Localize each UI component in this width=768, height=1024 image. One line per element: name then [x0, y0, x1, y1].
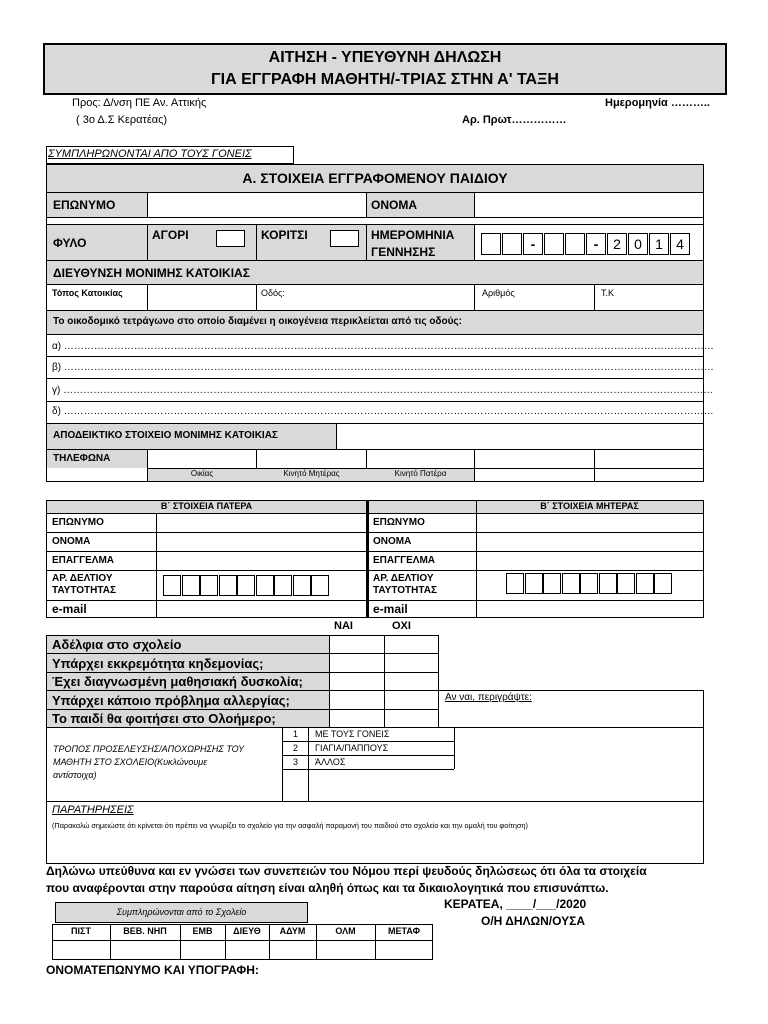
- residence-proof-label: ΑΠΟΔΕΙΚΤΙΚΟ ΣΤΟΙΧΕΙΟ ΜΟΝΙΜΗΣ ΚΑΤΟΙΚΙΑΣ: [53, 430, 278, 441]
- father-mobile-label: Κινητό Πατέρα: [394, 469, 447, 478]
- residence-place-field[interactable]: [148, 285, 255, 310]
- birthdate-digit-box[interactable]: 0: [628, 233, 648, 255]
- custody-no[interactable]: [385, 654, 438, 672]
- father-id-digit-box[interactable]: [311, 575, 329, 596]
- birthdate-label-line-2: ΓΕΝΝΗΣΗΣ: [371, 245, 436, 259]
- school-col-veb-nip: ΒΕΒ. ΝΗΠ: [123, 926, 167, 936]
- phones-label: ΤΗΛΕΦΩΝΑ: [53, 453, 111, 464]
- school-col-emv: ΕΜΒ: [192, 926, 213, 936]
- transport-option-1[interactable]: ΜΕ ΤΟΥΣ ΓΟΝΕΙΣ: [315, 729, 390, 739]
- transport-option-3[interactable]: ΆΛΛΟΣ: [315, 757, 346, 767]
- birthdate-digit-box[interactable]: [502, 233, 522, 255]
- date-label: Ημερομηνία ………..: [605, 97, 710, 109]
- number-label: Αριθμός: [482, 288, 515, 298]
- birthdate-digit-box[interactable]: 2: [607, 233, 627, 255]
- birthdate-digit-box[interactable]: 4: [670, 233, 690, 255]
- birthdate-digit-box[interactable]: [481, 233, 501, 255]
- school-col-dieuth: ΔΙΕΥΘ: [233, 926, 261, 936]
- mother-profession-field[interactable]: [477, 552, 703, 570]
- child-surname-label: ΕΠΩΝΥΜΟ: [53, 198, 116, 212]
- father-surname-field[interactable]: [157, 514, 365, 532]
- allergy-description-label: Αν ναι, περιγράψτε:: [445, 692, 532, 703]
- boy-label: ΑΓΟΡΙ: [152, 228, 189, 242]
- birthdate-digit-box[interactable]: 1: [649, 233, 669, 255]
- father-id-digit-box[interactable]: [237, 575, 255, 596]
- remarks-note: (Παρακαλώ σημειώστε ότι κρίνεται ότι πρέπει να γνωρίζει το σχολείο για την ασφαλή παραμονή του παιδιού στο σχολείο και την ομαλή του φοίτηση): [52, 821, 528, 830]
- father-id-digit-box[interactable]: [200, 575, 218, 596]
- father-id-digit-box[interactable]: [293, 575, 311, 596]
- remarks-title: ΠΑΡΑΤΗΡΗΣΕΙΣ: [52, 804, 134, 816]
- child-surname-field[interactable]: [148, 193, 365, 217]
- mother-id-digit-box[interactable]: [636, 573, 654, 594]
- allergy-yes[interactable]: [330, 691, 383, 709]
- mother-mobile-label: Κινητό Μητέρας: [283, 469, 340, 478]
- number-field[interactable]: [475, 298, 593, 310]
- street-label: Οδός:: [261, 288, 285, 298]
- mother-name-field[interactable]: [477, 533, 703, 551]
- birthdate-label-line-1: ΗΜΕΡΟΜΗΝΙΑ: [371, 228, 455, 242]
- street-line-a[interactable]: α) ……………………………………………………………………………………………………………………………………………………………………………: [52, 341, 714, 352]
- girl-label: ΚΟΡΙΤΣΙ: [261, 228, 308, 242]
- residence-proof-field[interactable]: [337, 424, 703, 449]
- block-streets-label: Το οικοδομικό τετράγωνο στο οποίο διαμένει η οικογένεια περικλείεται από τις οδούς:: [53, 316, 462, 327]
- school-col-olm: ΟΛΜ: [335, 926, 356, 936]
- father-id-digit-box[interactable]: [163, 575, 181, 596]
- allergy-no[interactable]: [385, 691, 438, 709]
- birthdate-digit-box[interactable]: -: [523, 233, 543, 255]
- postal-code-field[interactable]: [595, 298, 703, 310]
- custody-yes[interactable]: [330, 654, 383, 672]
- school-col-pist: ΠΙΣΤ: [71, 926, 91, 936]
- school-col-metaf: ΜΕΤΑΦ: [388, 926, 420, 936]
- recipient-line-2: ( 3ο Δ.Σ Κερατέας): [76, 114, 168, 126]
- question-siblings: Αδέλφια στο σχολείο: [52, 637, 182, 652]
- mother-name-label: ΟΝΟΜΑ: [373, 536, 412, 547]
- place-date-line: ΚΕΡΑΤΕΑ, ____/___/2020: [444, 897, 587, 911]
- no-column-label: ΟΧΙ: [392, 620, 411, 632]
- transport-option-2-number: 2: [292, 743, 298, 753]
- child-name-field[interactable]: [475, 193, 703, 217]
- street-line-c[interactable]: γ) ……………………………………………………………………………………………………………………………………………………………………………: [52, 385, 714, 396]
- remarks-box[interactable]: [46, 801, 704, 864]
- mother-id-digit-box[interactable]: [562, 573, 580, 594]
- street-field[interactable]: [257, 298, 473, 310]
- birthdate-digit-box[interactable]: -: [586, 233, 606, 255]
- recipient-line-1: Προς: Δ/νση ΠΕ Αν. Αττικής: [72, 97, 207, 109]
- declaration-line-1: Δηλώνω υπεύθυνα και εν γνώσει των συνεπειών του Νόμου περί ψευδούς δηλώσεως ότι όλα τα στοιχεία: [46, 864, 647, 878]
- father-section-title: Β΄ ΣΤΟΙΧΕΙΑ ΠΑΤΕΡΑ: [160, 501, 253, 511]
- child-name-label: ΟΝΟΜΑ: [371, 198, 417, 212]
- siblings-yes[interactable]: [330, 636, 383, 653]
- father-surname-label: ΕΠΩΝΥΜΟ: [52, 517, 104, 528]
- street-line-b[interactable]: β) ……………………………………………………………………………………………………………………………………………………………………………: [52, 362, 714, 373]
- question-learning-difficulty: Έχει διαγνωσμένη μαθησιακή δυσκολία;: [52, 674, 303, 689]
- protocol-label: Αρ. Πρωτ……………: [462, 114, 567, 126]
- girl-checkbox[interactable]: [330, 230, 359, 247]
- declaration-line-2: που αναφέρονται στην παρούσα αίτηση είναι αληθή όπως και τα δικαιολογητικά που επισυνάπτω.: [46, 881, 609, 895]
- school-col-adym: ΑΔΥΜ: [279, 926, 306, 936]
- father-profession-field[interactable]: [157, 552, 365, 570]
- father-mobile-field[interactable]: [367, 450, 473, 468]
- home-phone-field[interactable]: [148, 450, 255, 468]
- home-phone-label: Οικίας: [190, 469, 214, 478]
- address-title: ΔΙΕΥΘΥΝΣΗ ΜΟΝΙΜΗΣ ΚΑΤΟΙΚΙΑΣ: [53, 266, 250, 280]
- declarant-label: Ο/Η ΔΗΛΩΝ/ΟΥΣΑ: [481, 914, 586, 928]
- mother-id-digit-box[interactable]: [580, 573, 598, 594]
- title-line-2: ΓΙΑ ΕΓΓΡΑΦΗ ΜΑΘΗΤΗ/-ΤΡΙΑΣ ΣΤΗΝ Α' ΤΑΞΗ: [211, 71, 559, 88]
- father-email-label: e-mail: [52, 602, 87, 616]
- mother-id-digit-box[interactable]: [543, 573, 561, 594]
- mother-id-digit-box[interactable]: [617, 573, 635, 594]
- boy-checkbox[interactable]: [216, 230, 245, 247]
- transport-option-2[interactable]: ΓΙΑΓΙΑ/ΠΑΠΠΟΥΣ: [315, 743, 389, 753]
- mother-id-digit-box[interactable]: [506, 573, 524, 594]
- father-id-digit-box[interactable]: [219, 575, 237, 596]
- title-line-1: ΑΙΤΗΣΗ - ΥΠΕΥΘΥΝΗ ΔΗΛΩΣΗ: [268, 49, 502, 66]
- mother-profession-label: ΕΠΑΓΓΕΛΜΑ: [373, 555, 436, 566]
- question-custody: Υπάρχει εκκρεμότητα κηδεμονίας;: [52, 656, 264, 671]
- section-a-title: Α. ΣΤΟΙΧΕΙΑ ΕΓΓΡΑΦΟΜΕΝΟΥ ΠΑΙΔΙΟΥ: [242, 170, 508, 186]
- father-id-digit-box[interactable]: [274, 575, 292, 596]
- postal-code-label: Τ.Κ: [601, 288, 615, 298]
- yes-column-label: ΝΑΙ: [334, 620, 353, 632]
- learning-yes[interactable]: [330, 673, 383, 690]
- gender-label: ΦΥΛΟ: [53, 236, 87, 250]
- mother-id-label-line-2: ΤΑΥΤΟΤΗΤΑΣ: [373, 585, 437, 596]
- mother-email-field[interactable]: [477, 601, 703, 617]
- question-allergy: Υπάρχει κάποιο πρόβλημα αλλεργίας;: [52, 693, 290, 708]
- mother-mobile-field[interactable]: [257, 450, 365, 468]
- birthdate-digit-box[interactable]: [544, 233, 564, 255]
- transport-label-line-2: ΜΑΘΗΤΗ ΣΤΟ ΣΧΟΛΕΙΟ(Κυκλώνουμε: [53, 757, 208, 767]
- father-name-field[interactable]: [157, 533, 365, 551]
- father-profession-label: ΕΠΑΓΓΕΛΜΑ: [52, 555, 115, 566]
- father-id-label-line-2: ΤΑΥΤΟΤΗΤΑΣ: [52, 585, 116, 596]
- mother-email-label: e-mail: [373, 602, 408, 616]
- father-id-label-line-1: ΑΡ. ΔΕΛΤΙΟΥ: [52, 573, 113, 584]
- mother-id-digit-box[interactable]: [525, 573, 543, 594]
- mother-surname-label: ΕΠΩΝΥΜΟ: [373, 517, 425, 528]
- residence-place-label: Τόπος Κατοικίας: [52, 288, 123, 298]
- mother-id-digit-box[interactable]: [599, 573, 617, 594]
- learning-no[interactable]: [385, 673, 438, 690]
- siblings-no[interactable]: [385, 636, 438, 653]
- transport-label-line-1: ΤΡΟΠΟΣ ΠΡΟΣΕΛΕΥΣΗΣ/ΑΠΟΧΩΡΗΣΗΣ ΤΟΥ: [53, 744, 245, 754]
- father-email-field[interactable]: [157, 601, 365, 617]
- father-id-digit-box[interactable]: [256, 575, 274, 596]
- transport-label-line-3: αντίστοιχα): [53, 770, 97, 780]
- all-day-no[interactable]: [385, 710, 438, 727]
- all-day-yes[interactable]: [330, 710, 383, 727]
- birthdate-digit-box[interactable]: [565, 233, 585, 255]
- street-line-d[interactable]: δ) ……………………………………………………………………………………………………………………………………………………………………………: [52, 406, 714, 417]
- question-all-day: Το παιδί θα φοιτήσει στο Ολοήμερο;: [52, 711, 276, 726]
- mother-section-title: Β΄ ΣΤΟΙΧΕΙΑ ΜΗΤΕΡΑΣ: [540, 501, 639, 511]
- school-fill-label: Συμπληρώνονται από το Σχολείο: [116, 907, 247, 917]
- parents-fill-label: ΣΥΜΠΛΗΡΩΝΟΝΤΑΙ ΑΠΟ ΤΟΥΣ ΓΟΝΕΙΣ: [48, 148, 252, 160]
- signature-label: ΟΝΟΜΑΤΕΠΩΝΥΜΟ ΚΑΙ ΥΠΟΓΡΑΦΗ:: [46, 963, 259, 977]
- transport-option-1-number: 1: [292, 729, 298, 739]
- mother-id-label-line-1: ΑΡ. ΔΕΛΤΙΟΥ: [373, 573, 434, 584]
- transport-option-3-number: 3: [292, 757, 298, 767]
- father-id-digit-box[interactable]: [182, 575, 200, 596]
- father-name-label: ΟΝΟΜΑ: [52, 536, 91, 547]
- mother-id-digit-box[interactable]: [654, 573, 672, 594]
- mother-surname-field[interactable]: [477, 514, 703, 532]
